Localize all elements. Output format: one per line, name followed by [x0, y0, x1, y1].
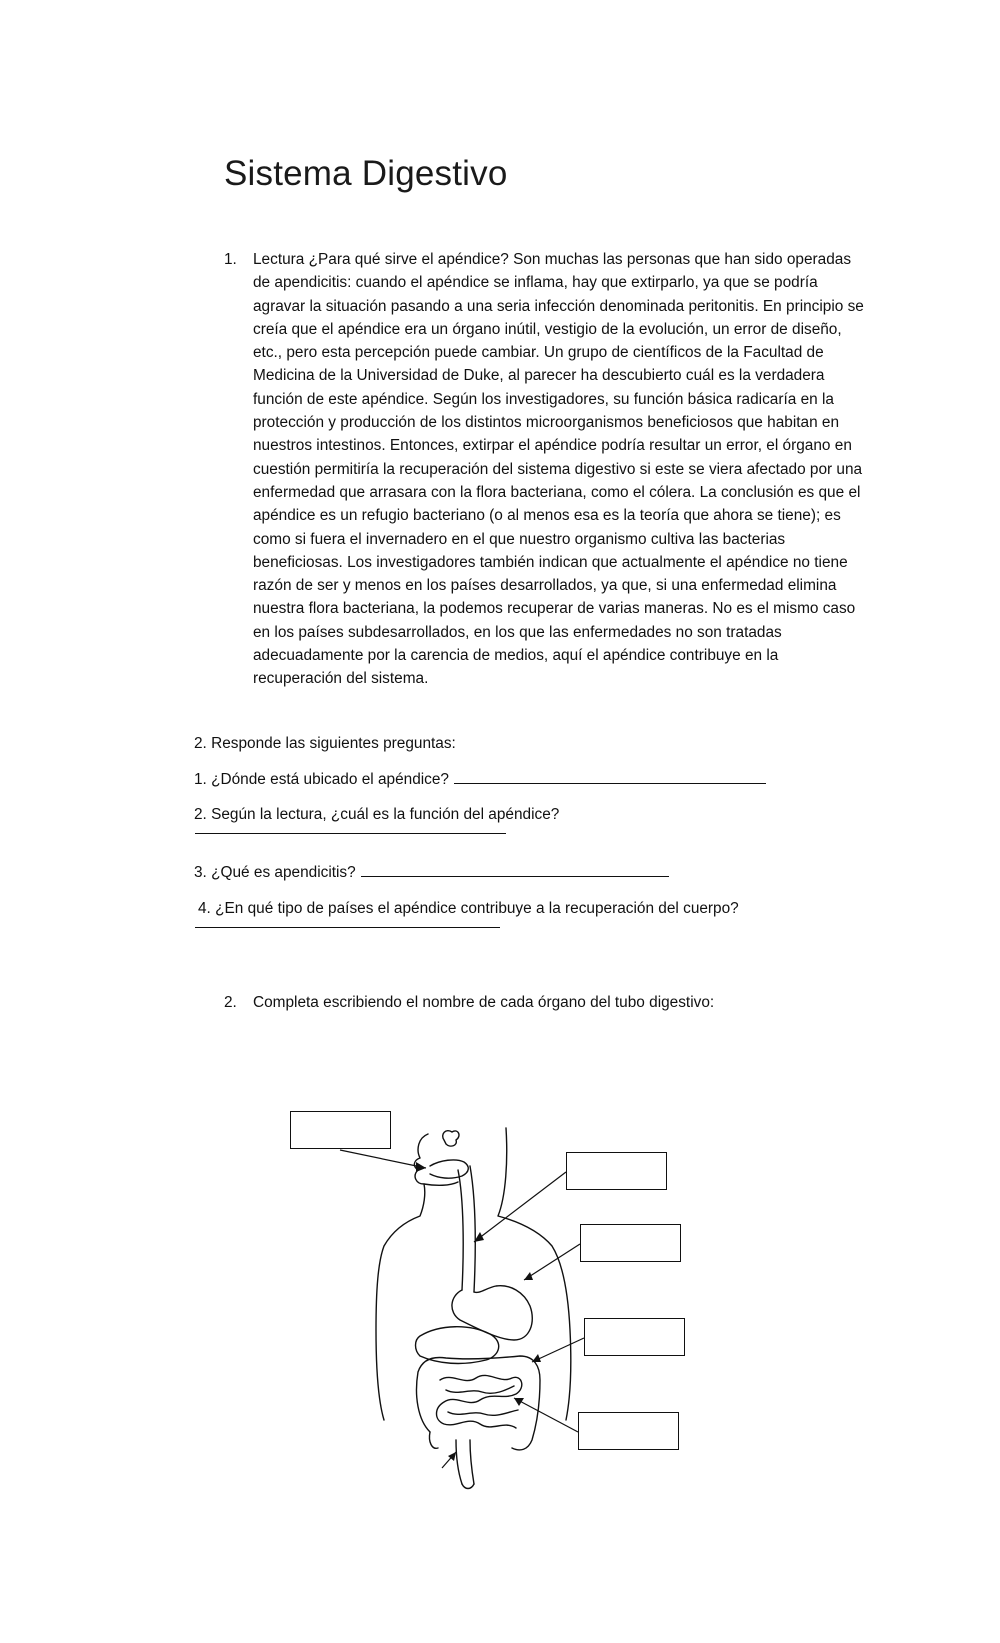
- large-intestine: [417, 1356, 541, 1450]
- esophagus-right: [470, 1166, 475, 1292]
- face-profile: [376, 1134, 428, 1420]
- arrow-line-5: [514, 1398, 578, 1432]
- label-box-large-intestine[interactable]: [584, 1318, 685, 1356]
- arrow-head-1: [416, 1162, 426, 1172]
- question-3: [194, 862, 669, 884]
- arrow-head-6: [448, 1452, 456, 1461]
- question-1-text: 1. ¿Dónde está ubicado el apéndice?: [194, 771, 449, 788]
- neck-back: [498, 1128, 571, 1420]
- answer-1-line[interactable]: [454, 769, 766, 784]
- diagram-instruction-number: 2.: [224, 994, 237, 1011]
- arrow-line-4: [532, 1338, 584, 1362]
- arrow-head-5: [514, 1398, 524, 1406]
- label-box-esophagus[interactable]: [566, 1152, 667, 1190]
- small-intestine: [437, 1375, 522, 1428]
- appendix: [429, 1432, 438, 1448]
- salivary-gland: [443, 1131, 459, 1146]
- oral-cavity: [424, 1182, 458, 1185]
- label-box-mouth[interactable]: [290, 1111, 391, 1149]
- arrow-line-2: [474, 1172, 566, 1242]
- question-2-text: 2. Según la lectura, ¿cuál es la función del apéndice?: [194, 806, 560, 823]
- questions-heading: 2. Responde las siguientes preguntas:: [194, 735, 456, 752]
- question-4: [198, 898, 739, 920]
- arrow-head-3: [524, 1272, 533, 1280]
- question-2: [194, 804, 559, 826]
- rectum-right: [470, 1440, 474, 1484]
- rectum-end: [462, 1484, 474, 1489]
- esophagus-left: [458, 1170, 463, 1290]
- arrow-line-6: [442, 1452, 456, 1468]
- answer-4-line[interactable]: [195, 927, 500, 928]
- reading-number: 1.: [224, 251, 237, 268]
- rectum-left: [456, 1440, 462, 1484]
- answer-3-line[interactable]: [361, 862, 669, 877]
- arrow-line-3: [524, 1244, 580, 1280]
- arrow-line-1: [340, 1150, 426, 1168]
- question-4-text: 4. ¿En qué tipo de países el apéndice contribuye a la recuperación del cuerpo?: [198, 900, 739, 917]
- answer-2-line[interactable]: [195, 833, 506, 834]
- nasal-cavity: [430, 1160, 468, 1178]
- page-title: Sistema Digestivo: [224, 154, 508, 193]
- stomach: [452, 1286, 532, 1340]
- label-box-small-intestine[interactable]: [578, 1412, 679, 1450]
- arrow-head-4: [532, 1354, 541, 1362]
- liver: [416, 1327, 499, 1364]
- arrow-head-2: [474, 1232, 484, 1242]
- question-1: [194, 769, 766, 791]
- reading-text: Lectura ¿Para qué sirve el apéndice? Son muchas las personas que han sido operadas de apendicitis: cuando el apéndice se inflama, hay que extirparlo, ya que se podría agravar la situación pasando a una seria infección denominada peritonitis. En principio se creía que el apéndice era un órgano inútil, vestigio de la evolución, un error de diseño, etc., pero esta percepción puede cambiar. Un grupo de científicos de la Facultad de Medicina de la Universidad de Duke, al parecer ha descubierto cuál es la verdadera función de este apéndice. Según los investigadores, su función básica radicaría en la protección y producción de los distintos microorganismos beneficiosos que habitan en nuestros intestinos. Entonces, extirpar el apéndice podría resultar un error, el órgano en cuestión permitiría la recuperación del sistema digestivo si este se viera afectado por una enfermedad que arrasara con la flora bacteriana, como el cólera. La conclusión es que el apéndice es un refugio bacteriano (o al menos esa es la teoría que ahora se tiene); es como si fuera el invernadero en el que nuestro organismo cultiva las bacterias beneficiosas. Los investigadores también indican que actualmente el apéndice no tiene razón de ser y menos en los países desarrollados, ya que, si una enfermedad elimina nuestra flora bacteriana, la podemos recuperar de varias maneras. No es el mismo caso en los países subdesarrollados, en los que las enfermedades no son tratadas adecuadamente por la carencia de medios, aquí el apéndice contribuye en la recuperación del sistema.: [253, 251, 864, 688]
- small-intestine-inner: [446, 1386, 518, 1415]
- question-3-text: 3. ¿Qué es apendicitis?: [194, 864, 356, 881]
- label-box-stomach[interactable]: [580, 1224, 681, 1262]
- diagram-instruction-text: Completa escribiendo el nombre de cada órgano del tubo digestivo:: [253, 994, 715, 1011]
